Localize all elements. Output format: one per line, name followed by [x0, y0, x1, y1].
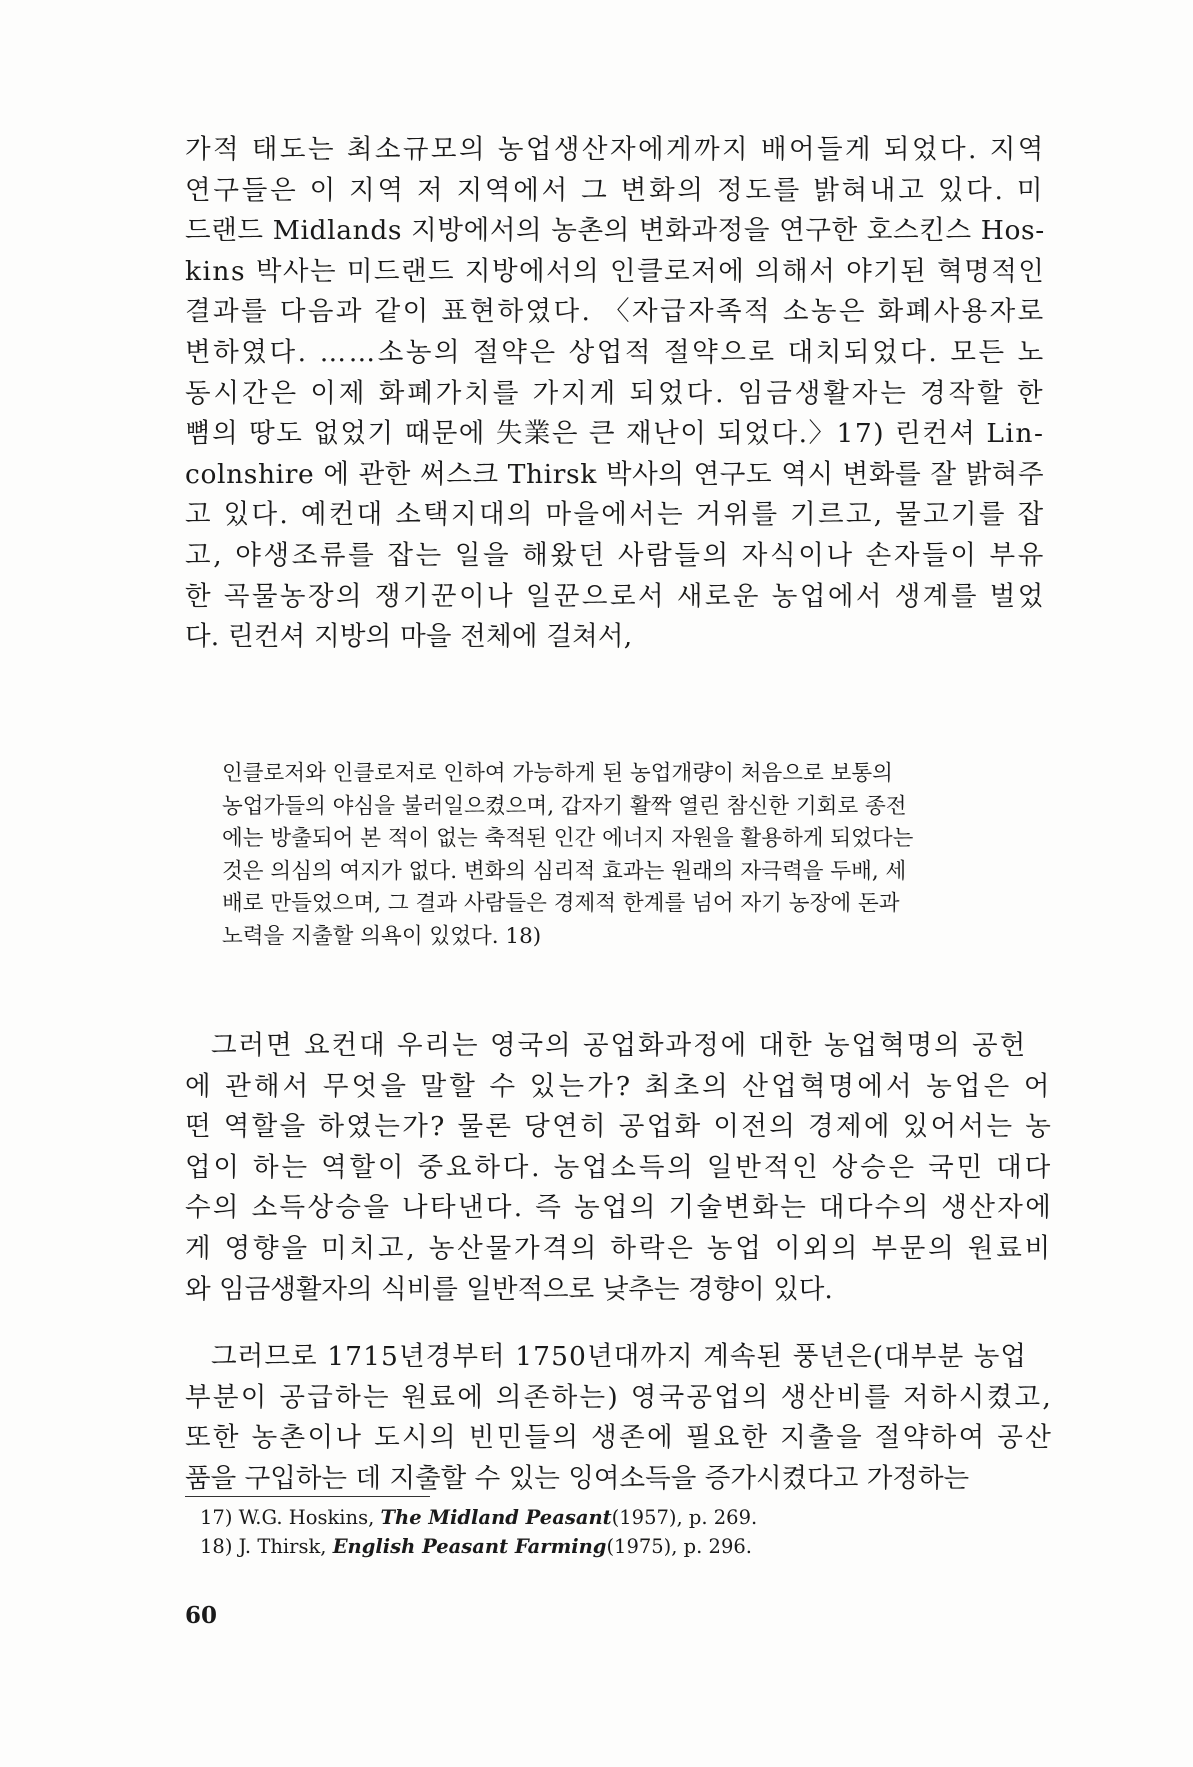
text-line: 게 영향을 미치고, 농산물가격의 하락은 농업 이외의 부문의 원료비: [185, 1232, 1053, 1264]
text-line: 고, 야생조류를 잡는 일을 해왔던 사람들의 자식이나 손자들이 부유: [185, 539, 1046, 571]
body-paragraph-1: [185, 130, 1053, 658]
footnote-rest: (1975), p. 296.: [606, 1535, 752, 1558]
text-line: 변하였다. ……소농의 절약은 상업적 절약으로 대치되었다. 모든 노: [185, 336, 1046, 368]
text-line: 품을 구입하는 데 지출할 수 있는 잉여소득을 증가시켰다고 가정하는: [185, 1462, 970, 1494]
text-line: colnshire 에 관한 써스크 Thirsk 박사의 연구도 역시 변화를 잘 밝혀주: [185, 458, 1045, 490]
text-line: 그러면 요컨대 우리는 영국의 공업화과정에 대한 농업혁명의 공헌: [211, 1030, 1028, 1061]
text-line: 수의 소득상승을 나타낸다. 즉 농업의 기술변화는 대다수의 생산자에: [185, 1192, 1053, 1224]
footnote-number: 18): [200, 1535, 233, 1558]
text-line: 한 곡물농장의 쟁기꾼이나 일꾼으로서 새로운 농업에서 생계를 벌었: [185, 580, 1046, 612]
text-line: 다. 린컨셔 지방의 마을 전체에 걸쳐서,: [185, 621, 633, 653]
text-line: 연구들은 이 지역 저 지역에서 그 변화의 정도를 밝혀내고 있다. 미: [185, 174, 1046, 206]
text-line: 결과를 다음과 같이 표현하였다. 〈자급자족적 소농은 화폐사용자로: [185, 296, 1046, 328]
page-number: 60: [185, 1602, 218, 1629]
block-quote: [222, 758, 1054, 954]
text-line: 뼘의 땅도 없었기 때문에 失業은 큰 재난이 되었다.〉17) 린컨셔 Lin-: [185, 418, 1045, 450]
text-line: 드랜드 Midlands 지방에서의 농촌의 변화과정을 연구한 호스킨스 Hos-: [185, 215, 1045, 247]
text-line: 가적 태도는 최소규모의 농업생산자에게까지 배어들게 되었다. 지역: [185, 134, 1046, 165]
footnote-author: J. Thirsk,: [238, 1535, 327, 1558]
footnote-title: English Peasant Farming: [332, 1535, 607, 1558]
text-line: 그러므로 1715년경부터 1750년대까지 계속된 풍년은(대부분 농업: [211, 1341, 1028, 1372]
footnote-number: 17): [200, 1506, 233, 1529]
text-line: 떤 역할을 하였는가? 물론 당연히 공업화 이전의 경제에 있어서는 농: [185, 1111, 1053, 1143]
text-line: 또한 농촌이나 도시의 빈민들의 생존에 필요한 지출을 절약하여 공산: [185, 1422, 1053, 1454]
footnote-18: [200, 1532, 1040, 1561]
body-paragraph-2: [185, 1026, 1053, 1310]
body-paragraph-3: [185, 1337, 1053, 1499]
footnote-author: W.G. Hoskins,: [238, 1506, 375, 1529]
text-line: 고 있다. 예컨대 소택지대의 마을에서는 거위를 기르고, 물고기를 잡: [185, 499, 1046, 531]
footnote-17: [200, 1503, 1040, 1532]
quote-line: 농업가들의 야심을 불러일으켰으며, 갑자기 활짝 열린 참신한 기회로 종전: [222, 793, 907, 819]
quote-line: 에는 방출되어 본 적이 없는 축적된 인간 에너지 자원을 활용하게 되었다는: [222, 826, 914, 852]
quote-line: 배로 만들었으며, 그 결과 사람들은 경제적 한계를 넘어 자기 농장에 돈과: [222, 891, 900, 917]
text-line: 부분이 공급하는 원료에 의존하는) 영국공업의 생산비를 저하시켰고,: [185, 1381, 1053, 1413]
text-line: 업이 하는 역할이 중요하다. 농업소득의 일반적인 상승은 국민 대다: [185, 1151, 1053, 1183]
quote-line: 인클로저와 인클로저로 인하여 가능하게 된 농업개량이 처음으로 보통의: [222, 761, 893, 786]
text-line: 동시간은 이제 화폐가치를 가지게 되었다. 임금생활자는 경작할 한: [185, 377, 1046, 409]
text-line: kins 박사는 미드랜드 지방에서의 인클로저에 의해서 야기된 혁명적인: [185, 255, 1046, 287]
text-line: 와 임금생활자의 식비를 일반적으로 낮추는 경향이 있다.: [185, 1273, 833, 1305]
text-line: 에 관해서 무엇을 말할 수 있는가? 최초의 산업혁명에서 농업은 어: [185, 1070, 1053, 1102]
quote-line: 노력을 지출할 의욕이 있었다. 18): [222, 923, 542, 949]
quote-line: 것은 의심의 여지가 없다. 변화의 심리적 효과는 원래의 자극력을 두배, 세: [222, 858, 907, 884]
footnotes: [200, 1503, 1040, 1561]
footnote-title: The Midland Peasant: [380, 1506, 612, 1529]
footnote-divider: [185, 1496, 430, 1497]
footnote-rest: (1957), p. 269.: [611, 1506, 758, 1529]
